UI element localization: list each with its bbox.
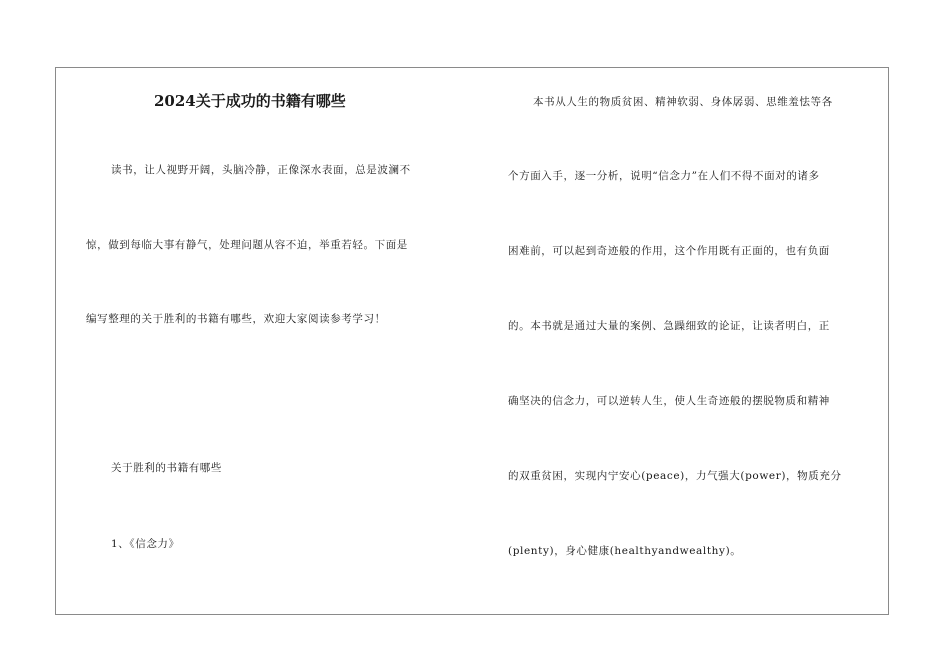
body-line-1: 本书从人生的物质贫困、精神软弱、身体孱弱、思维羞怯等各 [533,96,833,108]
intro-line-3: 编写整理的关于胜利的书籍有哪些，欢迎大家阅读参考学习！ [86,313,386,325]
body-line-5: 确坚决的信念力，可以逆转人生，使人生奇迹般的摆脱物质和精神 [508,395,830,407]
body-line-2: 个方面入手，逐一分析，说明“信念力”在人们不得不面对的诸多 [508,170,820,182]
section-heading: 关于胜利的书籍有哪些 [111,462,222,474]
book-item-1: 1、《信念力》 [111,538,180,550]
intro-line-1: 读书，让人视野开阔，头脑冷静，正像深水表面，总是波澜不 [111,164,411,176]
intro-line-2: 惊，做到每临大事有静气，处理问题从容不迫，举重若轻。下面是 [86,239,408,251]
document-title: 2024关于成功的书籍有哪些 [154,92,346,110]
body-line-7: (plenty)，身心健康(healthyandwealthy)。 [508,545,742,557]
body-line-6: 的双重贫困，实现内宁安心(peace)，力气强大(power)，物质充分 [508,470,842,482]
body-line-3: 困难前，可以起到奇迹般的作用，这个作用既有正面的，也有负面 [508,245,830,257]
document-page [55,67,889,615]
body-line-4: 的。本书就是通过大量的案例、急躁细致的论证，让读者明白，正 [508,320,830,332]
